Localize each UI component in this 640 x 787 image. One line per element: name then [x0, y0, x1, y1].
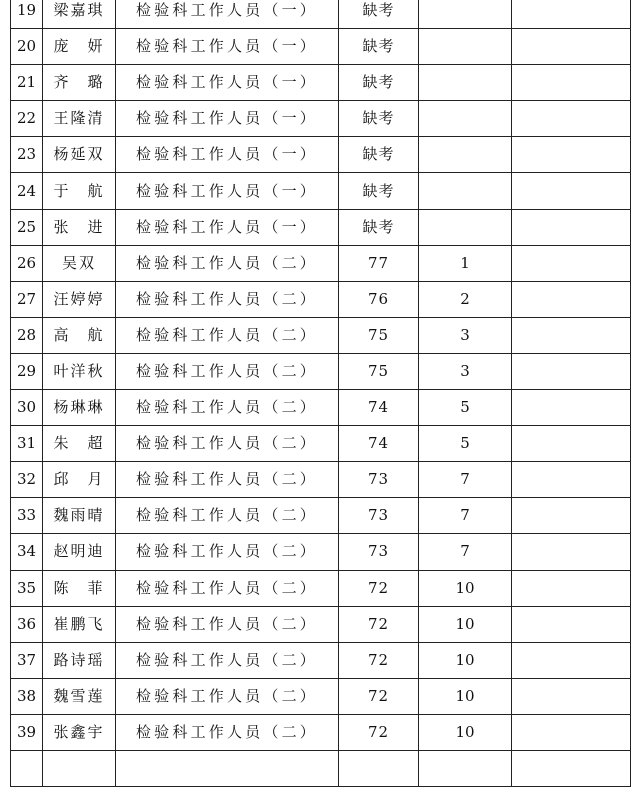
remark-cell [512, 534, 631, 570]
rank-cell: 10 [419, 570, 512, 606]
score-cell: 72 [339, 714, 419, 750]
score-cell: 缺考 [339, 29, 419, 65]
score-cell: 75 [339, 317, 419, 353]
table-row [11, 390, 631, 426]
exam-results-table [10, 0, 631, 787]
position-cell: 检验科工作人员（二） [116, 353, 339, 389]
table-row [11, 173, 631, 209]
rank-cell [419, 137, 512, 173]
score-cell: 74 [339, 426, 419, 462]
position-cell: 检验科工作人员（二） [116, 462, 339, 498]
position-cell: 检验科工作人员（二） [116, 606, 339, 642]
score-cell: 72 [339, 570, 419, 606]
candidate-name-cell: 齐 璐 [43, 65, 116, 101]
rank-cell [419, 29, 512, 65]
score-cell: 75 [339, 353, 419, 389]
row-number-cell: 28 [11, 317, 43, 353]
position-cell: 检验科工作人员（二） [116, 642, 339, 678]
document-page [10, 0, 630, 787]
candidate-name-cell: 陈 菲 [43, 570, 116, 606]
table-row [11, 570, 631, 606]
remark-cell [512, 498, 631, 534]
remark-cell [512, 0, 631, 29]
score-cell: 74 [339, 390, 419, 426]
candidate-name-cell: 高 航 [43, 317, 116, 353]
remark-cell [512, 642, 631, 678]
remark-cell [512, 426, 631, 462]
table-row [11, 245, 631, 281]
candidate-name-cell: 路诗瑶 [43, 642, 116, 678]
remark-cell [512, 462, 631, 498]
score-cell: 76 [339, 281, 419, 317]
candidate-name-cell: 杨琳琳 [43, 390, 116, 426]
candidate-name-cell: 崔鹏飞 [43, 606, 116, 642]
position-cell: 检验科工作人员（二） [116, 570, 339, 606]
score-cell: 73 [339, 498, 419, 534]
table-row [11, 426, 631, 462]
row-number-cell: 27 [11, 281, 43, 317]
position-cell: 检验科工作人员（一） [116, 0, 339, 29]
rank-cell [419, 0, 512, 29]
row-number-cell: 33 [11, 498, 43, 534]
candidate-name-cell: 魏雪莲 [43, 678, 116, 714]
position-cell: 检验科工作人员（一） [116, 29, 339, 65]
score-cell: 缺考 [339, 137, 419, 173]
table-row [11, 678, 631, 714]
position-cell: 检验科工作人员（一） [116, 209, 339, 245]
score-cell: 缺考 [339, 173, 419, 209]
candidate-name-cell: 叶洋秋 [43, 353, 116, 389]
remark-cell [512, 714, 631, 750]
row-number-cell: 37 [11, 642, 43, 678]
candidate-name-cell: 汪婷婷 [43, 281, 116, 317]
row-number-cell: 36 [11, 606, 43, 642]
remark-cell [512, 137, 631, 173]
table-row [11, 642, 631, 678]
score-cell: 缺考 [339, 0, 419, 29]
rank-cell: 7 [419, 462, 512, 498]
candidate-name-cell: 于 航 [43, 173, 116, 209]
rank-cell [419, 209, 512, 245]
score-cell: 73 [339, 534, 419, 570]
remark-cell [512, 29, 631, 65]
candidate-name-cell: 吴双 [43, 245, 116, 281]
remark-cell [512, 245, 631, 281]
candidate-name-cell: 邱 月 [43, 462, 116, 498]
results-table-body [11, 0, 631, 787]
table-row [11, 353, 631, 389]
row-number-cell: 25 [11, 209, 43, 245]
row-number-cell: 29 [11, 353, 43, 389]
position-cell: 检验科工作人员（二） [116, 317, 339, 353]
row-number-cell: 21 [11, 65, 43, 101]
score-cell: 72 [339, 642, 419, 678]
position-cell: 检验科工作人员（一） [116, 137, 339, 173]
candidate-name-cell: 庞 妍 [43, 29, 116, 65]
row-number-cell: 30 [11, 390, 43, 426]
score-cell: 缺考 [339, 65, 419, 101]
rank-cell [419, 101, 512, 137]
remark-cell [512, 390, 631, 426]
row-number-cell: 19 [11, 0, 43, 29]
table-row [11, 281, 631, 317]
remark-cell [512, 173, 631, 209]
position-cell: 检验科工作人员（二） [116, 245, 339, 281]
remark-cell [512, 678, 631, 714]
position-cell: 检验科工作人员（二） [116, 426, 339, 462]
score-cell: 缺考 [339, 101, 419, 137]
row-number-cell: 35 [11, 570, 43, 606]
row-number-cell: 26 [11, 245, 43, 281]
position-cell: 检验科工作人员（二） [116, 281, 339, 317]
rank-cell: 10 [419, 678, 512, 714]
position-cell: 检验科工作人员（二） [116, 534, 339, 570]
position-cell: 检验科工作人员（二） [116, 678, 339, 714]
position-cell: 检验科工作人员（二） [116, 390, 339, 426]
score-cell: 77 [339, 245, 419, 281]
score-cell: 73 [339, 462, 419, 498]
table-row [11, 462, 631, 498]
rank-cell: 7 [419, 498, 512, 534]
position-cell: 检验科工作人员（一） [116, 65, 339, 101]
row-number-cell: 31 [11, 426, 43, 462]
candidate-name-cell: 魏雨晴 [43, 498, 116, 534]
score-cell: 72 [339, 678, 419, 714]
table-row [11, 209, 631, 245]
table-row [11, 0, 631, 29]
remark-cell [512, 65, 631, 101]
table-row [11, 65, 631, 101]
rank-cell: 1 [419, 245, 512, 281]
position-cell: 检验科工作人员（一） [116, 101, 339, 137]
candidate-name-cell: 赵明迪 [43, 534, 116, 570]
table-row [11, 534, 631, 570]
table-row [11, 137, 631, 173]
table-row [11, 317, 631, 353]
rank-cell: 5 [419, 426, 512, 462]
table-row [11, 101, 631, 137]
rank-cell [419, 173, 512, 209]
candidate-name-cell: 张鑫宇 [43, 714, 116, 750]
rank-cell: 3 [419, 353, 512, 389]
remark-cell [512, 353, 631, 389]
remark-cell [512, 101, 631, 137]
candidate-name-cell: 梁嘉琪 [43, 0, 116, 29]
rank-cell: 10 [419, 606, 512, 642]
remark-cell [512, 570, 631, 606]
position-cell: 检验科工作人员（二） [116, 714, 339, 750]
row-number-cell: 24 [11, 173, 43, 209]
candidate-name-cell: 张 进 [43, 209, 116, 245]
row-number-cell: 23 [11, 137, 43, 173]
row-number-cell: 34 [11, 534, 43, 570]
score-cell: 72 [339, 606, 419, 642]
row-number-cell: 38 [11, 678, 43, 714]
rank-cell: 7 [419, 534, 512, 570]
rank-cell [419, 65, 512, 101]
score-cell: 缺考 [339, 209, 419, 245]
table-row [11, 714, 631, 750]
remark-cell [512, 606, 631, 642]
remark-cell [512, 209, 631, 245]
position-cell: 检验科工作人员（一） [116, 173, 339, 209]
candidate-name-cell: 王隆清 [43, 101, 116, 137]
row-number-cell: 32 [11, 462, 43, 498]
rank-cell: 2 [419, 281, 512, 317]
rank-cell: 10 [419, 714, 512, 750]
position-cell: 检验科工作人员（二） [116, 498, 339, 534]
remark-cell [512, 281, 631, 317]
row-number-cell: 39 [11, 714, 43, 750]
table-row [11, 29, 631, 65]
rank-cell: 3 [419, 317, 512, 353]
table-row [11, 606, 631, 642]
rank-cell: 5 [419, 390, 512, 426]
row-number-cell: 20 [11, 29, 43, 65]
candidate-name-cell: 杨延双 [43, 137, 116, 173]
table-row [11, 498, 631, 534]
rank-cell: 10 [419, 642, 512, 678]
remark-cell [512, 317, 631, 353]
candidate-name-cell: 朱 超 [43, 426, 116, 462]
row-number-cell: 22 [11, 101, 43, 137]
